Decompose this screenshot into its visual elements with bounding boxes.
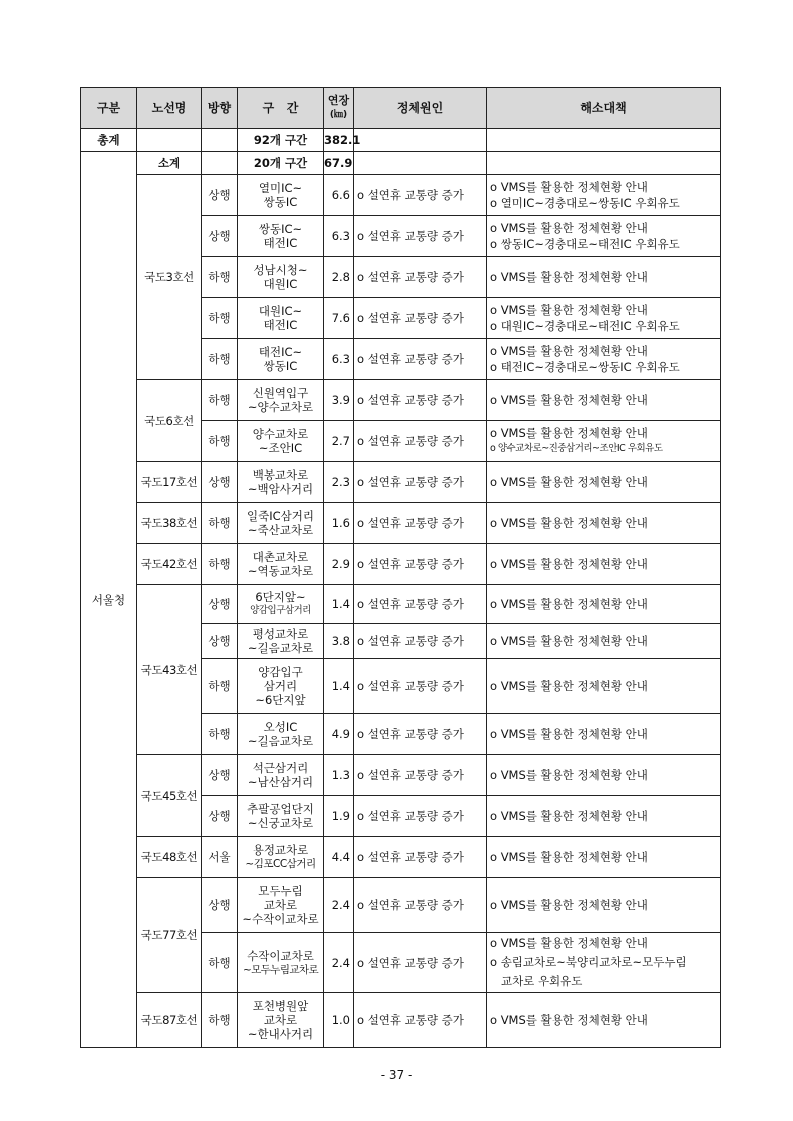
section-cell [238, 624, 324, 659]
route-r45: 국도45호선 [137, 755, 202, 837]
cause-cell: o 설연휴 교통량 증가 [354, 714, 487, 755]
measure-cell [487, 755, 721, 796]
cause-cell: o 설연휴 교통량 증가 [354, 503, 487, 544]
section-line: 용정교차로 [252, 843, 309, 857]
measure-cell [487, 544, 721, 585]
length-cell: 2.8 [324, 257, 354, 298]
section-cell [238, 933, 324, 993]
length-cell: 2.3 [324, 462, 354, 503]
route-r77: 국도77호선 [137, 878, 202, 993]
length-cell: 1.9 [324, 796, 354, 837]
section-line: 태전IC [263, 236, 298, 250]
measure-line: o VMS를 활용한 정체현황 안내 [490, 426, 648, 440]
section-cell [238, 339, 324, 380]
subtotal-row [81, 152, 721, 175]
measure-cell [487, 796, 721, 837]
table-row [81, 503, 721, 544]
total-label: 총계 [81, 129, 137, 152]
cause-cell: o 설연휴 교통량 증가 [354, 216, 487, 257]
measure-cell [487, 216, 721, 257]
length-cell: 2.7 [324, 421, 354, 462]
length-cell: 3.8 [324, 624, 354, 659]
header-cause: 정체원인 [354, 88, 487, 129]
section-cell [238, 714, 324, 755]
header-length-unit: (㎞) [329, 110, 348, 120]
measure-line: o VMS를 활용한 정체현황 안내 [490, 516, 648, 530]
length-cell: 3.9 [324, 380, 354, 421]
measure-cell [487, 878, 721, 933]
route-r38: 국도38호선 [137, 503, 202, 544]
direction-cell: 상행 [202, 755, 238, 796]
section-cell [238, 993, 324, 1048]
cause-cell: o 설연휴 교통량 증가 [354, 544, 487, 585]
measure-line: 교차로 우회유도 [490, 974, 583, 988]
section-cell [238, 659, 324, 714]
section-cell [238, 462, 324, 503]
measure-line: o VMS를 활용한 정체현황 안내 [490, 634, 648, 648]
header-route: 노선명 [137, 88, 202, 129]
direction-cell: 상행 [202, 216, 238, 257]
length-cell: 4.4 [324, 837, 354, 878]
table-row [81, 175, 721, 216]
section-cell [238, 837, 324, 878]
section-line: ~남산삼거리 [247, 775, 314, 789]
section-line: 쌍동IC [263, 195, 298, 209]
direction-cell: 상행 [202, 624, 238, 659]
direction-cell: 상행 [202, 585, 238, 624]
route-r42: 국도42호선 [137, 544, 202, 585]
section-line: ~길음교차로 [247, 734, 314, 748]
section-cell [238, 216, 324, 257]
subtotal-length: 67.9 [324, 152, 354, 175]
cause-cell: o 설연휴 교통량 증가 [354, 993, 487, 1048]
section-line: ~김포CC삼거리 [245, 858, 316, 870]
section-line: 열미IC~ [258, 181, 303, 195]
section-line: 평성교차로 [252, 627, 309, 641]
section-cell [238, 257, 324, 298]
section-line: ~양수교차로 [247, 400, 314, 414]
cause-cell: o 설연휴 교통량 증가 [354, 421, 487, 462]
table-row [81, 462, 721, 503]
header-row [81, 88, 721, 129]
measure-line: o VMS를 활용한 정체현황 안내 [490, 475, 648, 489]
section-line: 백봉교차로 [252, 468, 309, 482]
total-section: 92개 구간 [238, 129, 324, 152]
section-line: ~역동교차로 [247, 564, 314, 578]
measure-line: o VMS를 활용한 정체현황 안내 [490, 393, 648, 407]
measure-cell [487, 421, 721, 462]
direction-cell: 하행 [202, 298, 238, 339]
route-r17: 국도17호선 [137, 462, 202, 503]
length-cell: 1.4 [324, 659, 354, 714]
cause-cell: o 설연휴 교통량 증가 [354, 878, 487, 933]
section-cell [238, 421, 324, 462]
direction-cell: 상행 [202, 796, 238, 837]
cause-cell: o 설연휴 교통량 증가 [354, 462, 487, 503]
header-direction: 방향 [202, 88, 238, 129]
section-line: 대원IC~ [258, 304, 303, 318]
measure-line: o VMS를 활용한 정체현황 안내 [490, 679, 648, 693]
header-category: 구분 [81, 88, 137, 129]
length-cell: 6.3 [324, 216, 354, 257]
measure-cell [487, 503, 721, 544]
measure-cell [487, 714, 721, 755]
direction-cell: 하행 [202, 659, 238, 714]
measure-line: o VMS를 활용한 정체현황 안내 [490, 270, 648, 284]
table-row [81, 837, 721, 878]
section-line: 쌍동IC~ [258, 222, 303, 236]
cause-cell: o 설연휴 교통량 증가 [354, 380, 487, 421]
section-line: ~모두누림교차로 [243, 963, 318, 976]
measure-cell [487, 339, 721, 380]
direction-cell: 하행 [202, 544, 238, 585]
direction-cell: 하행 [202, 421, 238, 462]
table-row [81, 878, 721, 933]
measure-cell [487, 624, 721, 659]
section-cell [238, 503, 324, 544]
section-line: 태전IC [263, 318, 298, 332]
cause-cell: o 설연휴 교통량 증가 [354, 298, 487, 339]
measure-line: o VMS를 활용한 정체현황 안내 [490, 727, 648, 741]
cause-cell: o 설연휴 교통량 증가 [354, 796, 487, 837]
measure-line: o VMS를 활용한 정체현황 안내 [490, 344, 648, 358]
section-line: ~길음교차로 [247, 641, 314, 655]
header-measure: 해소대책 [487, 88, 721, 129]
direction-cell: 상행 [202, 462, 238, 503]
measure-line: o 송림교차로~북양리교차로~모두누림 [490, 955, 687, 969]
length-cell: 6.6 [324, 175, 354, 216]
measure-line: o VMS를 활용한 정체현황 안내 [490, 557, 648, 571]
header-length-label: 연장 [327, 94, 350, 107]
measure-line: o 양수교차로~진중삼거리~조안IC 우회유도 [490, 443, 663, 454]
section-line: 양감입구 [258, 665, 303, 679]
section-line: 성남시청~ [253, 263, 308, 277]
measure-cell [487, 659, 721, 714]
measure-cell [487, 993, 721, 1048]
cause-cell: o 설연휴 교통량 증가 [354, 624, 487, 659]
cause-cell: o 설연휴 교통량 증가 [354, 755, 487, 796]
measure-line: o 대원IC~경충대로~태전IC 우회유도 [490, 319, 680, 333]
table-row [81, 993, 721, 1048]
total-length: 382.1 [324, 129, 354, 152]
measure-line: o VMS를 활용한 정체현황 안내 [490, 597, 648, 611]
section-cell [238, 544, 324, 585]
cause-cell: o 설연휴 교통량 증가 [354, 585, 487, 624]
cause-cell: o 설연휴 교통량 증가 [354, 837, 487, 878]
route-r43: 국도43호선 [137, 585, 202, 755]
measure-line: o VMS를 활용한 정체현황 안내 [490, 850, 648, 864]
section-line: 석근삼거리 [252, 761, 309, 775]
section-line: 대촌교차로 [252, 550, 309, 564]
page-number: - 37 - [380, 1068, 413, 1082]
section-cell [238, 796, 324, 837]
cause-cell: o 설연휴 교통량 증가 [354, 257, 487, 298]
measure-cell [487, 257, 721, 298]
direction-cell: 하행 [202, 380, 238, 421]
measure-line: o VMS를 활용한 정체현황 안내 [490, 303, 648, 317]
section-line: 쌍동IC [263, 359, 298, 373]
total-row [81, 129, 721, 152]
measure-line: o VMS를 활용한 정체현황 안내 [490, 936, 648, 950]
section-cell [238, 878, 324, 933]
section-line: 대원IC [263, 277, 298, 291]
length-cell: 1.4 [324, 585, 354, 624]
section-line: 일죽IC삼거리 [247, 509, 314, 523]
length-cell: 1.6 [324, 503, 354, 544]
section-cell [238, 585, 324, 624]
congestion-table [80, 87, 721, 1048]
section-line: ~죽산교차로 [247, 523, 314, 537]
measure-line: o VMS를 활용한 정체현황 안내 [490, 1013, 648, 1027]
direction-cell: 상행 [202, 878, 238, 933]
section-line: 태전IC~ [258, 345, 303, 359]
measure-cell [487, 298, 721, 339]
section-line: 신원역입구 [252, 386, 309, 400]
direction-cell: 하행 [202, 339, 238, 380]
length-cell: 7.6 [324, 298, 354, 339]
section-line: ~수작이교차로 [242, 912, 319, 926]
route-r48: 국도48호선 [137, 837, 202, 878]
length-cell: 4.9 [324, 714, 354, 755]
cause-cell: o 설연휴 교통량 증가 [354, 339, 487, 380]
cause-cell: o 설연휴 교통량 증가 [354, 933, 487, 993]
length-cell: 2.4 [324, 878, 354, 933]
measure-cell [487, 837, 721, 878]
length-cell: 2.9 [324, 544, 354, 585]
direction-cell: 하행 [202, 993, 238, 1048]
cause-cell: o 설연휴 교통량 증가 [354, 659, 487, 714]
measure-cell [487, 462, 721, 503]
section-line: 삼거리 [263, 679, 298, 693]
table-row [81, 755, 721, 796]
route-r6: 국도6호선 [137, 380, 202, 462]
section-cell [238, 380, 324, 421]
section-cell [238, 175, 324, 216]
section-line: 교차로 [263, 1013, 298, 1027]
measure-line: o VMS를 활용한 정체현황 안내 [490, 180, 648, 194]
direction-cell: 하행 [202, 714, 238, 755]
section-line: 수작이교차로 [247, 948, 314, 963]
section-line: 6단지앞~ [255, 590, 306, 604]
length-cell: 2.4 [324, 933, 354, 993]
measure-line: o 태전IC~경충대로~쌍동IC 우회유도 [490, 360, 680, 374]
cause-cell: o 설연휴 교통량 증가 [354, 175, 487, 216]
direction-cell: 하행 [202, 503, 238, 544]
section-line: ~조안IC [258, 441, 303, 455]
section-line: 추팔공업단지 [247, 802, 314, 816]
length-cell: 6.3 [324, 339, 354, 380]
section-cell [238, 298, 324, 339]
route-r87: 국도87호선 [137, 993, 202, 1048]
section-line: 교차로 [263, 898, 298, 912]
length-cell: 1.3 [324, 755, 354, 796]
route-r3: 국도3호선 [137, 175, 202, 380]
section-line: 오성IC [263, 720, 298, 734]
measure-line: o 열미IC~경충대로~쌍동IC 우회유도 [490, 196, 680, 210]
section-line: ~신궁교차로 [247, 816, 314, 830]
section-line: ~6단지앞 [255, 693, 306, 707]
measure-line: o VMS를 활용한 정체현황 안내 [490, 768, 648, 782]
direction-cell: 서울 [202, 837, 238, 878]
measure-cell [487, 585, 721, 624]
table-row [81, 544, 721, 585]
section-line: 양수교차로 [252, 427, 309, 441]
measure-cell [487, 380, 721, 421]
header-section: 구 간 [238, 88, 324, 129]
section-cell [238, 755, 324, 796]
section-line: 모두누림 [258, 884, 303, 898]
section-line: 양감입구삼거리 [250, 605, 311, 616]
measure-line: o VMS를 활용한 정체현황 안내 [490, 898, 648, 912]
measure-line: o VMS를 활용한 정체현황 안내 [490, 221, 648, 235]
header-length [324, 88, 354, 129]
direction-cell: 하행 [202, 933, 238, 993]
measure-line: o VMS를 활용한 정체현황 안내 [490, 809, 648, 823]
subtotal-label: 소계 [137, 152, 202, 175]
direction-cell: 상행 [202, 175, 238, 216]
measure-cell [487, 933, 721, 993]
measure-cell [487, 175, 721, 216]
section-line: 포천병원앞 [252, 999, 309, 1013]
section-line: ~한내사거리 [247, 1027, 314, 1041]
length-cell: 1.0 [324, 993, 354, 1048]
section-line: ~백암사거리 [247, 482, 314, 496]
table-row [81, 585, 721, 624]
region-cell: 서울청 [81, 152, 137, 1048]
subtotal-section: 20개 구간 [238, 152, 324, 175]
table-row [81, 380, 721, 421]
direction-cell: 하행 [202, 257, 238, 298]
measure-line: o 쌍동IC~경충대로~태전IC 우회유도 [490, 237, 680, 251]
